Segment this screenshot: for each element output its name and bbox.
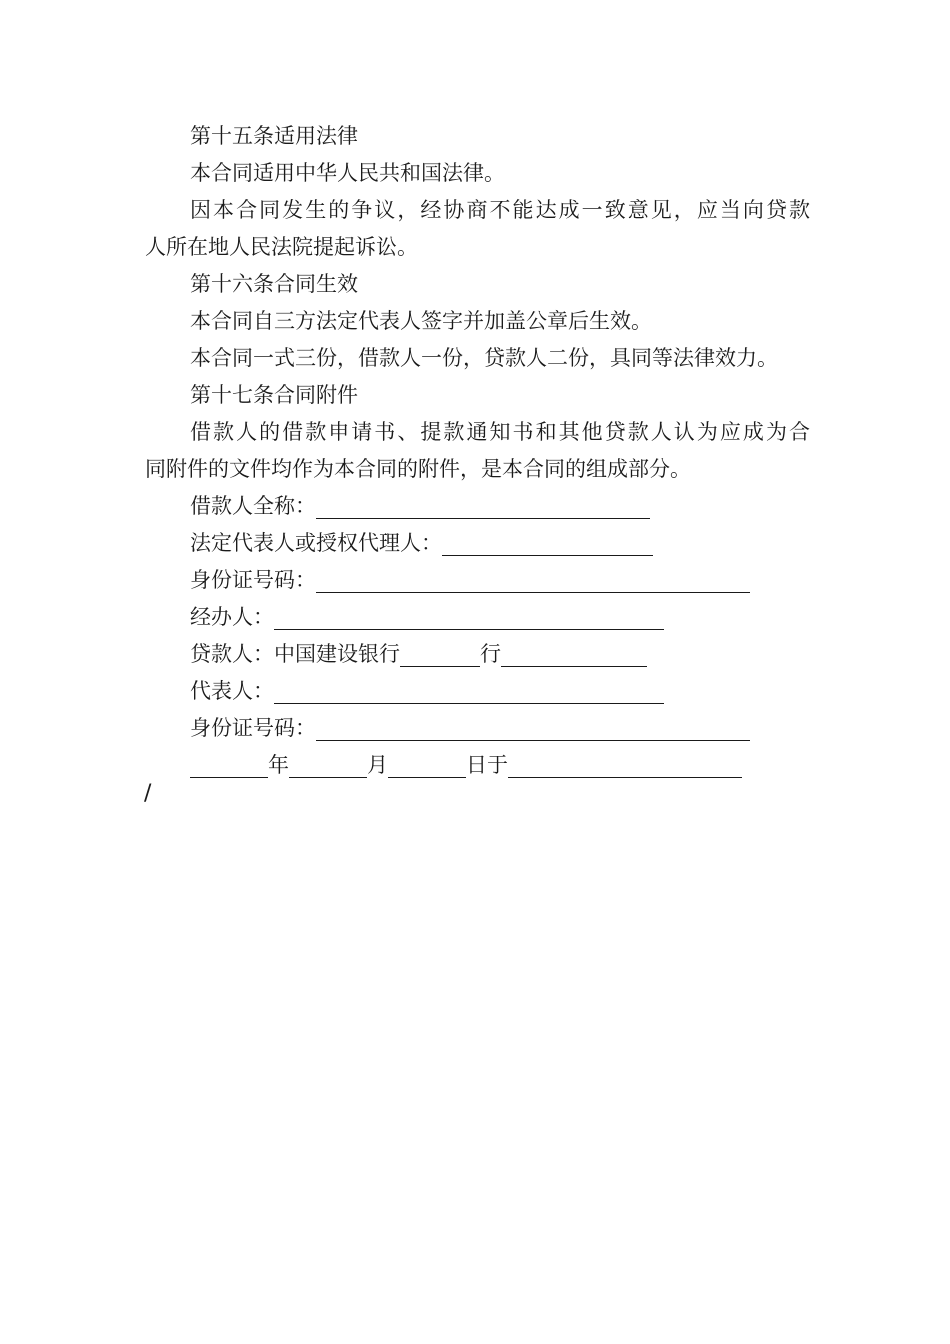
article-15-paragraph-2-line-1: 因本合同发生的争议，经协商不能达成一致意见，应当向贷款 <box>190 198 810 222</box>
date-place-row <box>145 747 810 784</box>
id-number-row-2 <box>145 710 810 747</box>
lender-label: 贷款人：中国建设银行 <box>190 642 400 666</box>
handler-label: 经办人： <box>190 605 274 629</box>
article-15-paragraph-1: 本合同适用中华人民共和国法律。 <box>190 161 505 185</box>
handler-row <box>145 599 810 636</box>
branch-suffix: 行 <box>480 642 501 666</box>
day-at-label: 日于 <box>466 753 508 777</box>
article-16-paragraph-2: 本合同一式三份，借款人一份，贷款人二份，具同等法律效力。 <box>190 346 778 370</box>
day-blank <box>388 753 466 778</box>
year-label: 年 <box>268 753 289 777</box>
article-15-heading: 第十五条适用法律 <box>190 124 358 148</box>
representative-blank <box>274 679 664 704</box>
representative-row <box>145 673 810 710</box>
month-blank <box>289 753 367 778</box>
article-15-paragraph-2-line-2: 人所在地人民法院提起诉讼。 <box>145 235 418 259</box>
legal-rep-row <box>145 525 810 562</box>
lender-row <box>145 636 810 673</box>
contract-body <box>145 118 810 784</box>
signing-place-blank <box>508 753 742 778</box>
legal-rep-blank <box>442 531 653 556</box>
article-17-heading: 第十七条合同附件 <box>190 383 358 407</box>
article-16-heading: 第十六条合同生效 <box>190 272 358 296</box>
article-17-paragraph-1-line-2: 同附件的文件均作为本合同的附件，是本合同的组成部分。 <box>145 457 691 481</box>
branch-detail-blank <box>501 642 647 667</box>
id-number-blank-2 <box>316 716 750 741</box>
article-16-paragraph-1: 本合同自三方法定代表人签字并加盖公章后生效。 <box>190 309 652 333</box>
year-blank <box>190 753 268 778</box>
id-number-label-2: 身份证号码： <box>190 716 316 740</box>
handler-blank <box>274 605 664 630</box>
month-label: 月 <box>367 753 388 777</box>
borrower-name-row <box>145 488 810 525</box>
page-slash-mark: / <box>144 781 152 806</box>
id-number-blank-1 <box>316 568 750 593</box>
id-number-row-1 <box>145 562 810 599</box>
borrower-name-blank <box>316 494 650 519</box>
borrower-name-label: 借款人全称： <box>190 494 316 518</box>
representative-label: 代表人： <box>190 679 274 703</box>
id-number-label-1: 身份证号码： <box>190 568 316 592</box>
legal-rep-label: 法定代表人或授权代理人： <box>190 531 442 555</box>
branch-name-blank <box>400 642 480 667</box>
article-17-paragraph-1-line-1: 借款人的借款申请书、提款通知书和其他贷款人认为应成为合 <box>190 420 810 444</box>
